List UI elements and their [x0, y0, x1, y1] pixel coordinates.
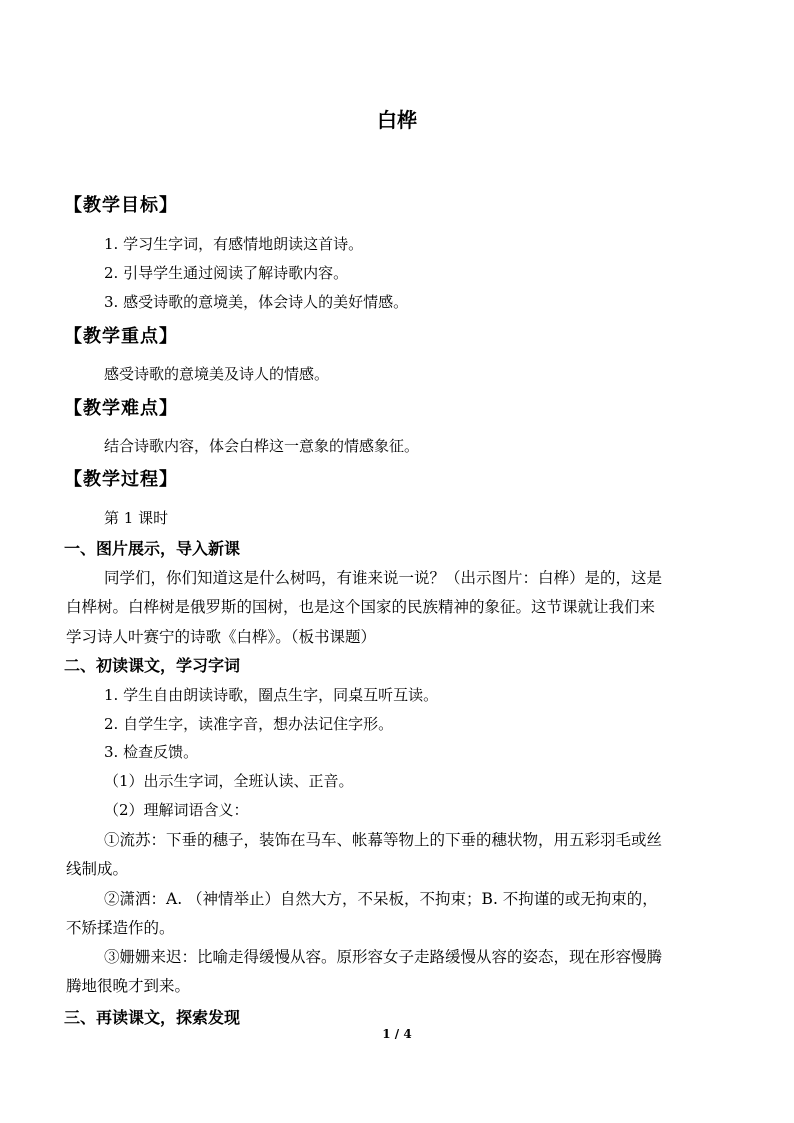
list-item: （2）理解词语含义：	[104, 801, 249, 819]
page-number: 1 / 4	[382, 1027, 412, 1041]
part2-heading: 二、初读课文，学习字词	[64, 656, 241, 675]
page-title: 白桦	[377, 108, 417, 132]
objective-item: 1. 学习生字词，有感情地朗读这首诗。	[104, 235, 364, 253]
definition-line: ③姗姗来迟：比喻走得缓慢从容。原形容女子走路缓慢从容的姿态，现在形容慢腾	[104, 948, 663, 966]
key-points-heading: 【教学重点】	[64, 326, 178, 347]
paragraph-line: 同学们，你们知道这是什么树吗，有谁来说一说？（出示图片：白桦）是的，这是	[104, 569, 663, 587]
definition-line: 腾地很晚才到来。	[66, 977, 191, 995]
paragraph-line: 学习诗人叶赛宁的诗歌《白桦》。（板书课题）	[66, 628, 377, 646]
lesson-label: 第 1 课时	[104, 509, 169, 527]
definition-line: 线制成。	[66, 860, 129, 878]
objective-item: 3. 感受诗歌的意境美，体会诗人的美好情感。	[104, 293, 409, 311]
part3-heading: 三、再读课文，探索发现	[64, 1008, 241, 1027]
difficulties-text: 结合诗歌内容，体会白桦这一意象的情感象征。	[104, 437, 420, 455]
definition-line: 不矫揉造作的。	[66, 919, 175, 937]
list-item: 1. 学生自由朗读诗歌，圈点生字，同桌互听互读。	[104, 686, 439, 704]
part1-heading: 一、图片展示，导入新课	[64, 539, 241, 558]
key-points-text: 感受诗歌的意境美及诗人的情感。	[104, 365, 330, 383]
objectives-heading: 【教学目标】	[64, 195, 178, 216]
objective-item: 2. 引导学生通过阅读了解诗歌内容。	[104, 264, 349, 282]
difficulties-heading: 【教学难点】	[64, 398, 178, 419]
list-item: 3. 检查反馈。	[104, 743, 199, 761]
paragraph-line: 白桦树。白桦树是俄罗斯的国树，也是这个国家的民族精神的象征。这节课就让我们来	[66, 598, 656, 616]
process-heading: 【教学过程】	[64, 469, 178, 490]
definition-line: ②潇洒：A. （神情举止）自然大方，不呆板，不拘束；B. 不拘谨的或无拘束的，	[104, 890, 658, 908]
list-item: （1）出示生字词，全班认读、正音。	[104, 772, 354, 790]
list-item: 2. 自学生字，读准字音，想办法记住字形。	[104, 715, 394, 733]
definition-line: ①流苏：下垂的穗子，装饰在马车、帐幕等物上的下垂的穗状物，用五彩羽毛或丝	[104, 831, 663, 849]
